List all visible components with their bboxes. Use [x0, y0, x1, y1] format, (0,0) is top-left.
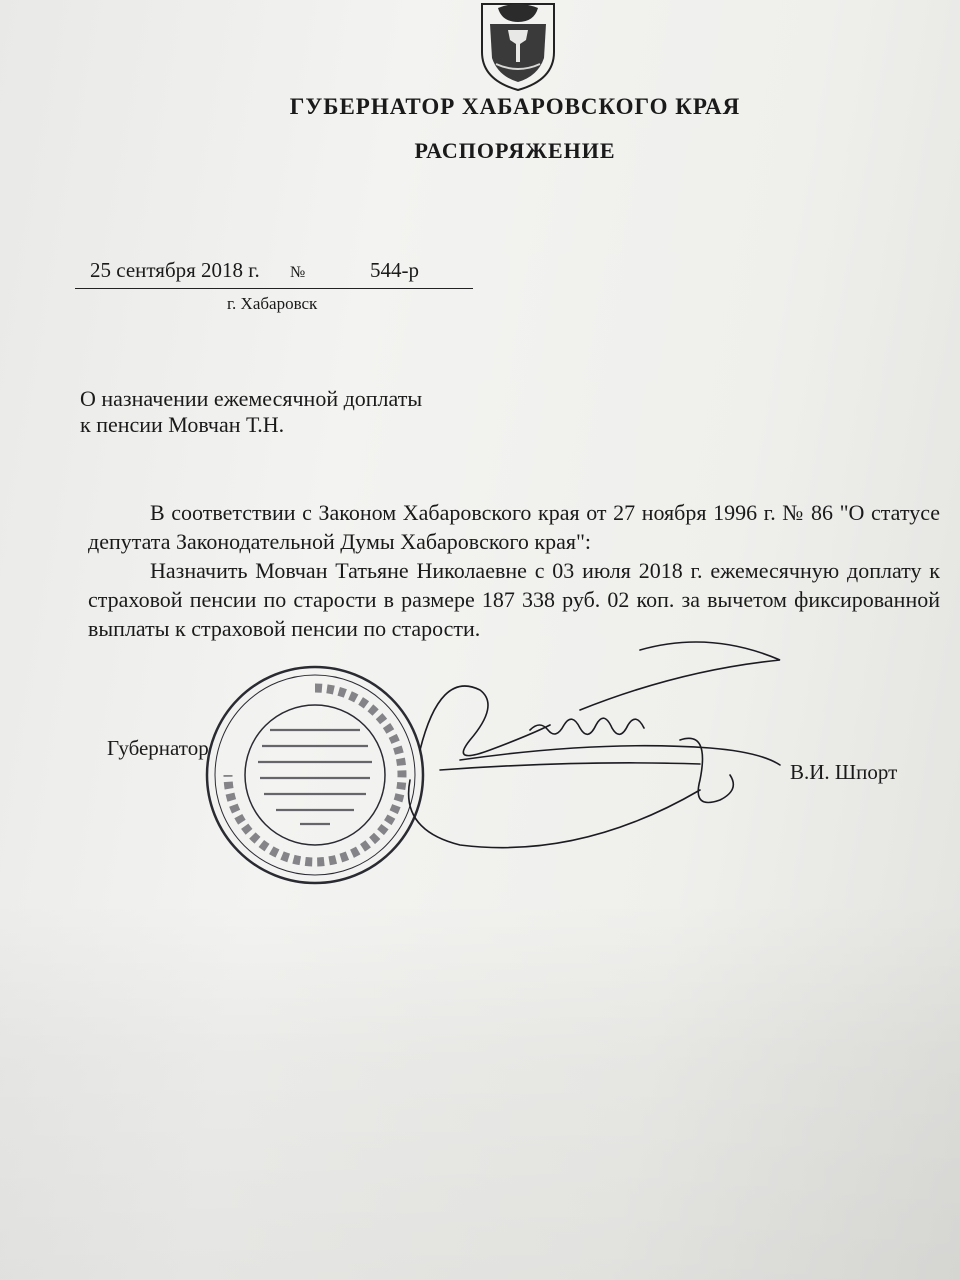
number-sign: №	[290, 264, 306, 281]
document-date: 25 сентября 2018 г.	[90, 258, 260, 282]
subject-line: О назначении ежемесячной доплаты	[80, 386, 423, 411]
document-body	[88, 498, 940, 643]
subject-line: к пенсии Мовчан Т.Н.	[80, 412, 285, 437]
coat-of-arms-icon	[468, 0, 568, 92]
handwritten-signature	[380, 630, 820, 860]
issuer-title: ГУБЕРНАТОР ХАБАРОВСКОГО КРАЯ	[289, 94, 741, 119]
date-number-underline	[75, 288, 473, 289]
document-type: РАСПОРЯЖЕНИЕ	[414, 138, 616, 163]
document-subject	[80, 386, 422, 438]
paper-fold-shadow	[0, 900, 960, 1280]
document-city: г. Хабаровск	[227, 294, 318, 313]
body-paragraph: В соответствии с Законом Хабаровского края от 27 ноября 1996 г. № 86 "О статусе депутата Законодательной Думы Хабаровского края":	[88, 500, 940, 554]
signatory-name: В.И. Шпорт	[790, 760, 898, 784]
body-paragraph: Назначить Мовчан Татьяне Николаевне с 03 июля 2018 г. ежемесячную доплату к страховой пенсии по старости в размере 187 338 руб. 02 коп. за вычетом фиксированной выплаты к страховой пенсии по старости.	[88, 558, 940, 641]
document-number: 544-р	[370, 258, 419, 282]
signatory-title: Губернатор	[107, 736, 209, 760]
